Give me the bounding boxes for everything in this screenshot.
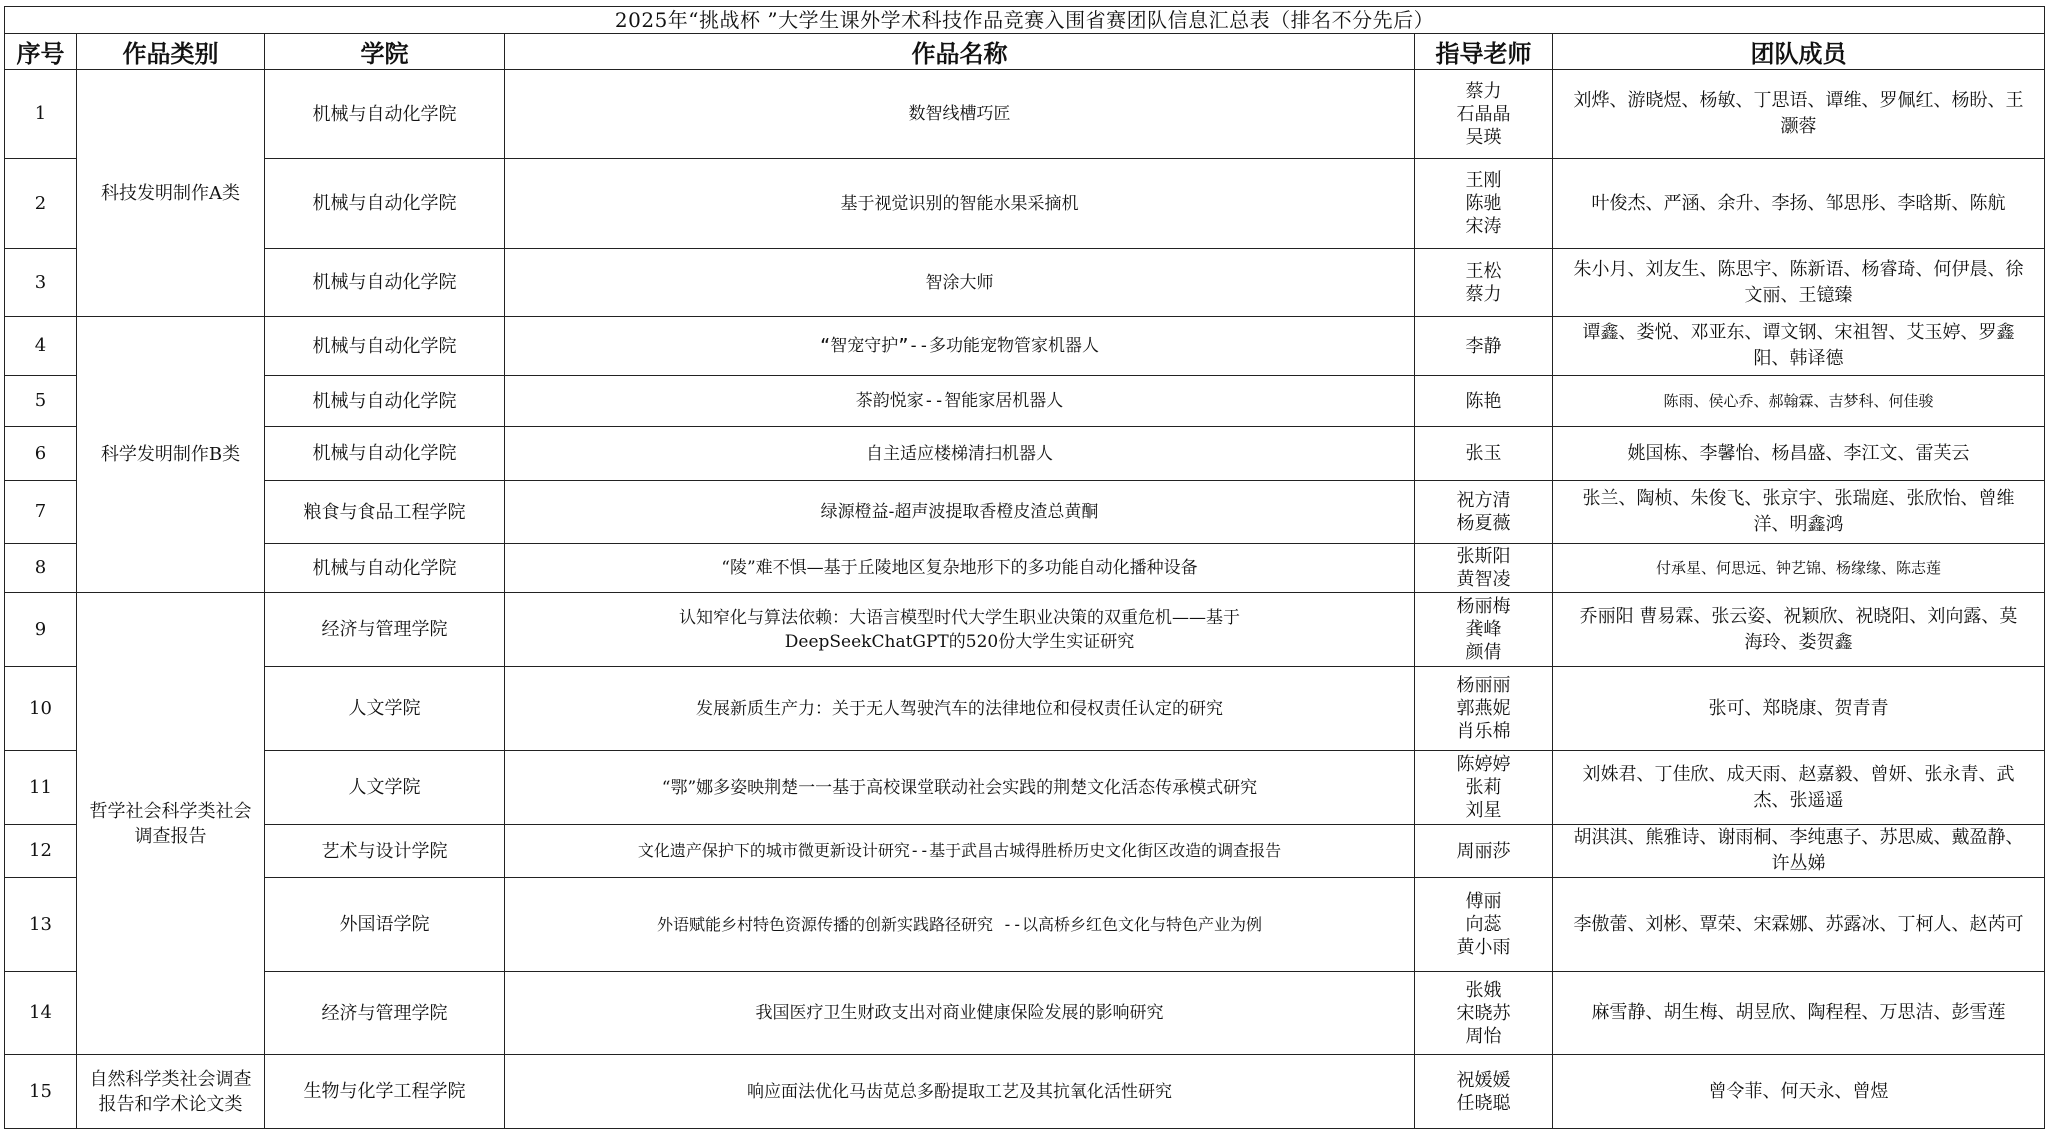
work-title-cell: 我国医疗卫生财政支出对商业健康保险发展的影响研究 (505, 972, 1415, 1055)
college-cell: 机械与自动化学院 (265, 427, 505, 481)
advisor-cell: 张娥 宋晓苏 周怡 (1415, 972, 1553, 1055)
team-cell: 刘姝君、丁佳欣、成天雨、赵嘉毅、曾妍、张永青、武杰、张遥遥 (1553, 751, 2045, 825)
table-row (5, 249, 2045, 317)
table-row (5, 825, 2045, 878)
team-cell: 曾令菲、何天永、曾煜 (1553, 1055, 2045, 1129)
header-category: 作品类别 (77, 34, 265, 70)
advisor-cell: 陈艳 (1415, 376, 1553, 427)
college-cell: 粮食与食品工程学院 (265, 481, 505, 544)
team-cell: 张兰、陶桢、朱俊飞、张京宇、张瑞庭、张欣怡、曾维洋、明鑫鸿 (1553, 481, 2045, 544)
table-row (5, 593, 2045, 667)
row-no: 15 (5, 1055, 77, 1129)
category-cell: 科学发明制作B类 (77, 317, 265, 593)
table-row (5, 376, 2045, 427)
row-no: 4 (5, 317, 77, 376)
advisor-cell: 蔡力 石晶晶 吴瑛 (1415, 70, 1553, 159)
header-row (5, 34, 2045, 70)
college-cell: 经济与管理学院 (265, 972, 505, 1055)
row-no: 5 (5, 376, 77, 427)
advisor-cell: 周丽莎 (1415, 825, 1553, 878)
row-no: 6 (5, 427, 77, 481)
work-title-cell: 自主适应楼梯清扫机器人 (505, 427, 1415, 481)
team-cell: 叶俊杰、严涵、余升、李扬、邹思彤、李晗斯、陈航 (1553, 159, 2045, 249)
row-no: 1 (5, 70, 77, 159)
team-cell: 麻雪静、胡生梅、胡昱欣、陶程程、万思洁、彭雪莲 (1553, 972, 2045, 1055)
row-no: 2 (5, 159, 77, 249)
table-row (5, 159, 2045, 249)
work-title-cell: 绿源橙益-超声波提取香橙皮渣总黄酮 (505, 481, 1415, 544)
table-row (5, 667, 2045, 751)
college-cell: 生物与化学工程学院 (265, 1055, 505, 1129)
college-cell: 经济与管理学院 (265, 593, 505, 667)
college-cell: 艺术与设计学院 (265, 825, 505, 878)
table-row (5, 427, 2045, 481)
table-row (5, 317, 2045, 376)
work-title-cell: 茶韵悦家--智能家居机器人 (505, 376, 1415, 427)
row-no: 3 (5, 249, 77, 317)
team-cell: 陈雨、侯心乔、郝翰霖、吉梦科、何佳骏 (1553, 376, 2045, 427)
college-cell: 机械与自动化学院 (265, 159, 505, 249)
team-cell: 李傲蕾、刘彬、覃荣、宋霖娜、苏露冰、丁柯人、赵芮可 (1553, 878, 2045, 972)
college-cell: 人文学院 (265, 667, 505, 751)
table-row (5, 544, 2045, 593)
work-title-cell: 认知窄化与算法依赖：大语言模型时代大学生职业决策的双重危机——基于DeepSeekChatGPT的520份大学生实证研究 (505, 593, 1415, 667)
table-row (5, 751, 2045, 825)
college-cell: 机械与自动化学院 (265, 249, 505, 317)
advisor-cell: 王刚 陈驰 宋涛 (1415, 159, 1553, 249)
team-cell: 付承星、何思远、钟艺锦、杨缘缘、陈志莲 (1553, 544, 2045, 593)
row-no: 11 (5, 751, 77, 825)
work-title-cell: 发展新质生产力：关于无人驾驶汽车的法律地位和侵权责任认定的研究 (505, 667, 1415, 751)
college-cell: 机械与自动化学院 (265, 317, 505, 376)
advisor-cell: 杨丽丽 郭燕妮 肖乐棉 (1415, 667, 1553, 751)
row-no: 7 (5, 481, 77, 544)
team-cell: 乔丽阳 曹易霖、张云姿、祝颖欣、祝晓阳、刘向露、莫海玲、娄贺鑫 (1553, 593, 2045, 667)
header-no: 序号 (5, 34, 77, 70)
work-title-cell: 智涂大师 (505, 249, 1415, 317)
college-cell: 机械与自动化学院 (265, 70, 505, 159)
category-cell: 哲学社会科学类社会调查报告 (77, 593, 265, 1055)
advisor-cell: 祝方清 杨夏薇 (1415, 481, 1553, 544)
team-info-table (4, 6, 2045, 1129)
college-cell: 人文学院 (265, 751, 505, 825)
header-work: 作品名称 (505, 34, 1415, 70)
work-title-cell: “智宠守护”--多功能宠物管家机器人 (505, 317, 1415, 376)
advisor-cell: 傅丽 向蕊 黄小雨 (1415, 878, 1553, 972)
category-cell: 自然科学类社会调查报告和学术论文类 (77, 1055, 265, 1129)
team-cell: 姚国栋、李馨怡、杨昌盛、李江文、雷芙云 (1553, 427, 2045, 481)
college-cell: 机械与自动化学院 (265, 376, 505, 427)
team-cell: 朱小月、刘友生、陈思宇、陈新语、杨睿琦、何伊晨、徐文丽、王镱臻 (1553, 249, 2045, 317)
advisor-cell: 张斯阳 黄智凌 (1415, 544, 1553, 593)
row-no: 13 (5, 878, 77, 972)
advisor-cell: 祝媛媛 任晓聪 (1415, 1055, 1553, 1129)
team-cell: 胡淇淇、熊雅诗、谢雨桐、李纯惠子、苏思威、戴盈静、许丛娣 (1553, 825, 2045, 878)
work-title-cell: “鄂”娜多姿映荆楚一一基于高校课堂联动社会实践的荆楚文化活态传承模式研究 (505, 751, 1415, 825)
work-title-cell: 数智线槽巧匠 (505, 70, 1415, 159)
table-row (5, 70, 2045, 159)
header-team: 团队成员 (1553, 34, 2045, 70)
work-title-cell: “陵”难不惧—基于丘陵地区复杂地形下的多功能自动化播种设备 (505, 544, 1415, 593)
category-cell: 科技发明制作A类 (77, 70, 265, 317)
table-row (5, 1055, 2045, 1129)
college-cell: 外国语学院 (265, 878, 505, 972)
work-title-cell: 文化遗产保护下的城市微更新设计研究--基于武昌古城得胜桥历史文化街区改造的调查报告 (505, 825, 1415, 878)
team-cell: 谭鑫、娄悦、邓亚东、谭文钢、宋祖智、艾玉婷、罗鑫阳、韩译德 (1553, 317, 2045, 376)
college-cell: 机械与自动化学院 (265, 544, 505, 593)
row-no: 14 (5, 972, 77, 1055)
table-row (5, 878, 2045, 972)
work-title-cell: 基于视觉识别的智能水果采摘机 (505, 159, 1415, 249)
advisor-cell: 陈婷婷 张莉 刘星 (1415, 751, 1553, 825)
advisor-cell: 李静 (1415, 317, 1553, 376)
row-no: 9 (5, 593, 77, 667)
table-title: 2025年“挑战杯 ”大学生课外学术科技作品竞赛入围省赛团队信息汇总表（排名不分先后） (5, 7, 2045, 34)
table-sheet (4, 6, 2044, 1129)
header-advisor: 指导老师 (1415, 34, 1553, 70)
row-no: 8 (5, 544, 77, 593)
work-title-cell: 响应面法优化马齿苋总多酚提取工艺及其抗氧化活性研究 (505, 1055, 1415, 1129)
advisor-cell: 王松 蔡力 (1415, 249, 1553, 317)
work-title-cell: 外语赋能乡村特色资源传播的创新实践路径研究 --以高桥乡红色文化与特色产业为例 (505, 878, 1415, 972)
table-row (5, 972, 2045, 1055)
advisor-cell: 张玉 (1415, 427, 1553, 481)
title-row (5, 7, 2045, 34)
table-row (5, 481, 2045, 544)
row-no: 12 (5, 825, 77, 878)
header-college: 学院 (265, 34, 505, 70)
team-cell: 刘烨、游晓煜、杨敏、丁思语、谭维、罗佩红、杨盼、王灏蓉 (1553, 70, 2045, 159)
advisor-cell: 杨丽梅 龚峰 颜倩 (1415, 593, 1553, 667)
team-cell: 张可、郑晓康、贺青青 (1553, 667, 2045, 751)
row-no: 10 (5, 667, 77, 751)
